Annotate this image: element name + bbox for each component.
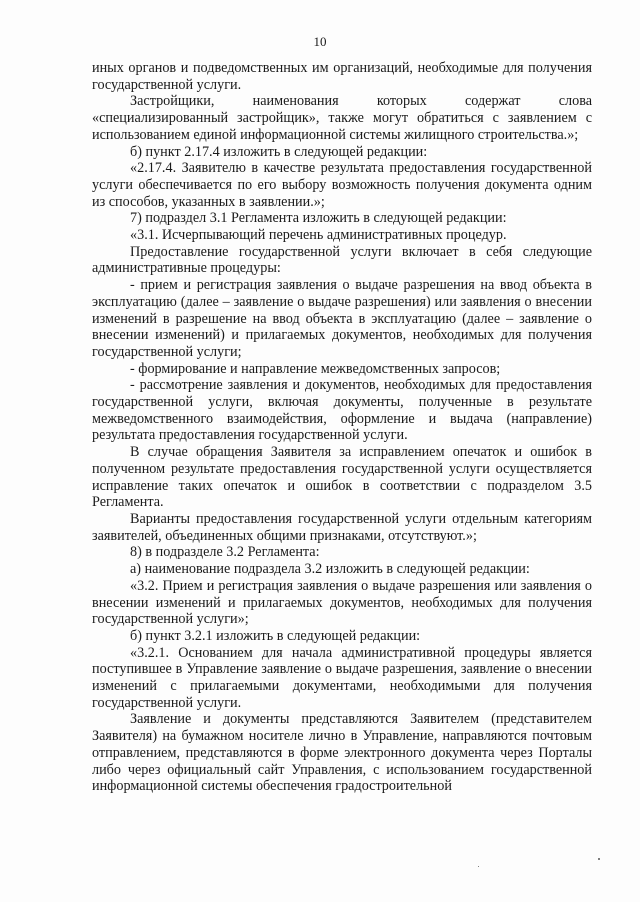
paragraph: Предоставление государственной услуги включает в себя следующие административные процедуры:: [92, 243, 592, 277]
paragraph: Застройщики, наименования которых содержат слова «специализированный застройщик», также могут обратиться с заявлением с использованием единой информационной системы жилищного строительства.»;: [92, 93, 592, 143]
paragraph: «3.2. Прием и регистрация заявления о выдаче разрешения или заявления о внесении изменений и прилагаемых документов, необходимых для получения государственной услуги»;: [92, 577, 592, 628]
paragraph: а) наименование подраздела 3.2 изложить в следующей редакции:: [130, 561, 530, 578]
paragraph: б) пункт 2.17.4 изложить в следующей редакции:: [130, 143, 428, 160]
paragraph: - формирование и направление межведомственных запросов;: [130, 360, 501, 377]
paragraph: 7) подраздел 3.1 Регламента изложить в следующей редакции:: [130, 210, 507, 227]
document-body: [92, 60, 592, 795]
paragraph: Варианты предоставления государственной услуги отдельным категориям заявителей, объединенных общими признаками, отсутствуют.»;: [92, 510, 592, 544]
paragraph: В случае обращения Заявителя за исправлением опечаток и ошибок в полученном результате предоставления государственной услуги осуществляется исправление таких опечаток и ошибок в соответствии с подразделом 3.5 Регламента.: [92, 444, 592, 511]
paragraph: «2.17.4. Заявителю в качестве результата предоставления государственной услуги обеспечивается по его выбору возможность получения документа одним из способов, указанных в заявлении.»;: [92, 160, 592, 210]
paragraph: б) пункт 3.2.1 изложить в следующей редакции:: [130, 627, 421, 644]
page-number: 10: [313, 34, 327, 49]
paragraph: Заявление и документы представляются Заявителем (представителем Заявителя) на бумажном носителе лично в Управление, направляются почтовым отправлением, представляются в форме электронного документа через Порталы либо через официальный сайт Управления, с использованием государственной информационной системы обеспечения градостроительной: [92, 711, 592, 795]
paragraph: - рассмотрение заявления и документов, необходимых для предоставления государственной услуги, включая документы, полученные в результате межведомственного взаимодействия, оформление и выдача (направление) результата предоставления государственной услуги.: [92, 377, 592, 444]
scan-speck: [598, 858, 600, 860]
paragraph: иных органов и подведомственных им организаций, необходимые для получения государственной услуги.: [92, 60, 592, 93]
paragraph: «3.2.1. Основанием для начала административной процедуры является поступившее в Управление заявление о выдаче разрешения, заявление о внесении изменений с прилагаемыми документами, необходимыми для получения государственной услуги.: [92, 644, 592, 711]
scan-speck: [478, 866, 479, 867]
paragraph: «3.1. Исчерпывающий перечень административных процедур.: [130, 227, 507, 244]
paragraph: 8) в подразделе 3.2 Регламента:: [130, 544, 320, 561]
paragraph: - прием и регистрация заявления о выдаче разрешения на ввод объекта в эксплуатацию (далее – заявление о выдаче разрешения) или заявления о внесении изменений в разрешение на ввод объекта в эксплуатацию (далее – заявление о внесении изменений) и прилагаемых документов, необходимых для получения государственной услуги;: [92, 277, 592, 360]
